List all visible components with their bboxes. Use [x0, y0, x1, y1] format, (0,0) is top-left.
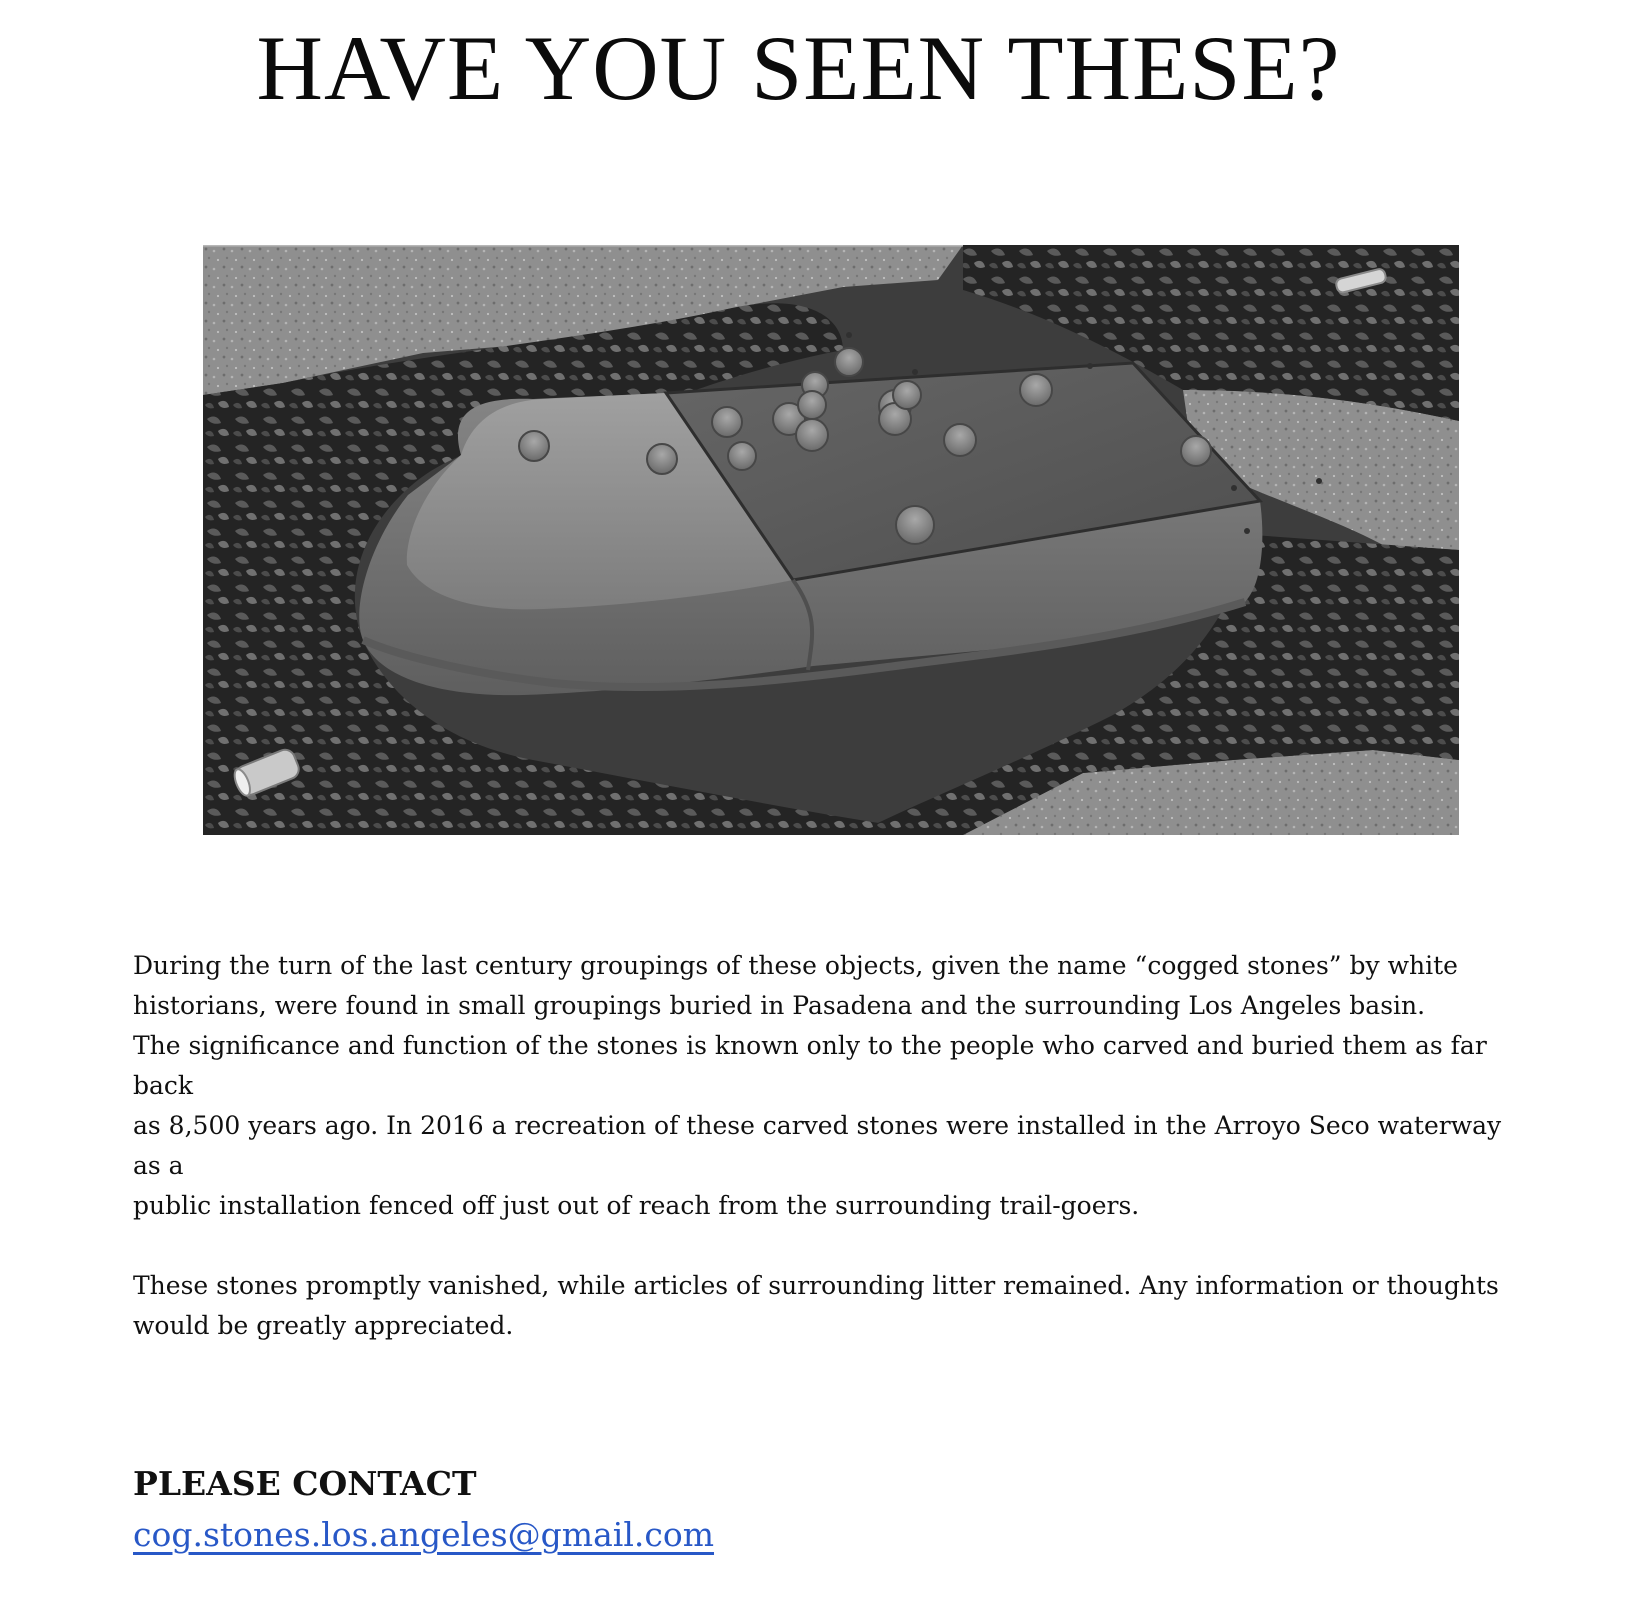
page-title: HAVE YOU SEEN THESE?: [256, 17, 1341, 119]
description-line: historians, were found in small groupings buried in Pasadena and the surrounding Los Angeles basin.: [133, 991, 1426, 1020]
description: [133, 946, 1533, 1346]
contact-email-link[interactable]: cog.stones.los.angeles@gmail.com: [133, 1515, 715, 1554]
description-line: During the turn of the last century groupings of these objects, given the name “cogged stones” by white: [133, 951, 1458, 980]
paragraph-gap: [133, 1226, 1533, 1266]
description-line: The significance and function of the stones is known only to the people who carved and buried them as far back: [133, 1031, 1487, 1100]
description-line: would be greatly appreciated.: [133, 1311, 514, 1340]
description-line: as 8,500 years ago. In 2016 a recreation of these carved stones were installed in the Arroyo Seco waterway as a: [133, 1111, 1502, 1180]
description-line: public installation fenced off just out of reach from the surrounding trail-goers.: [133, 1191, 1140, 1220]
contact-heading: PLEASE CONTACT: [133, 1464, 477, 1503]
description-line: These stones promptly vanished, while articles of surrounding litter remained. Any information or thoughts: [133, 1271, 1499, 1300]
cogged-stones-photo: [203, 245, 1459, 835]
